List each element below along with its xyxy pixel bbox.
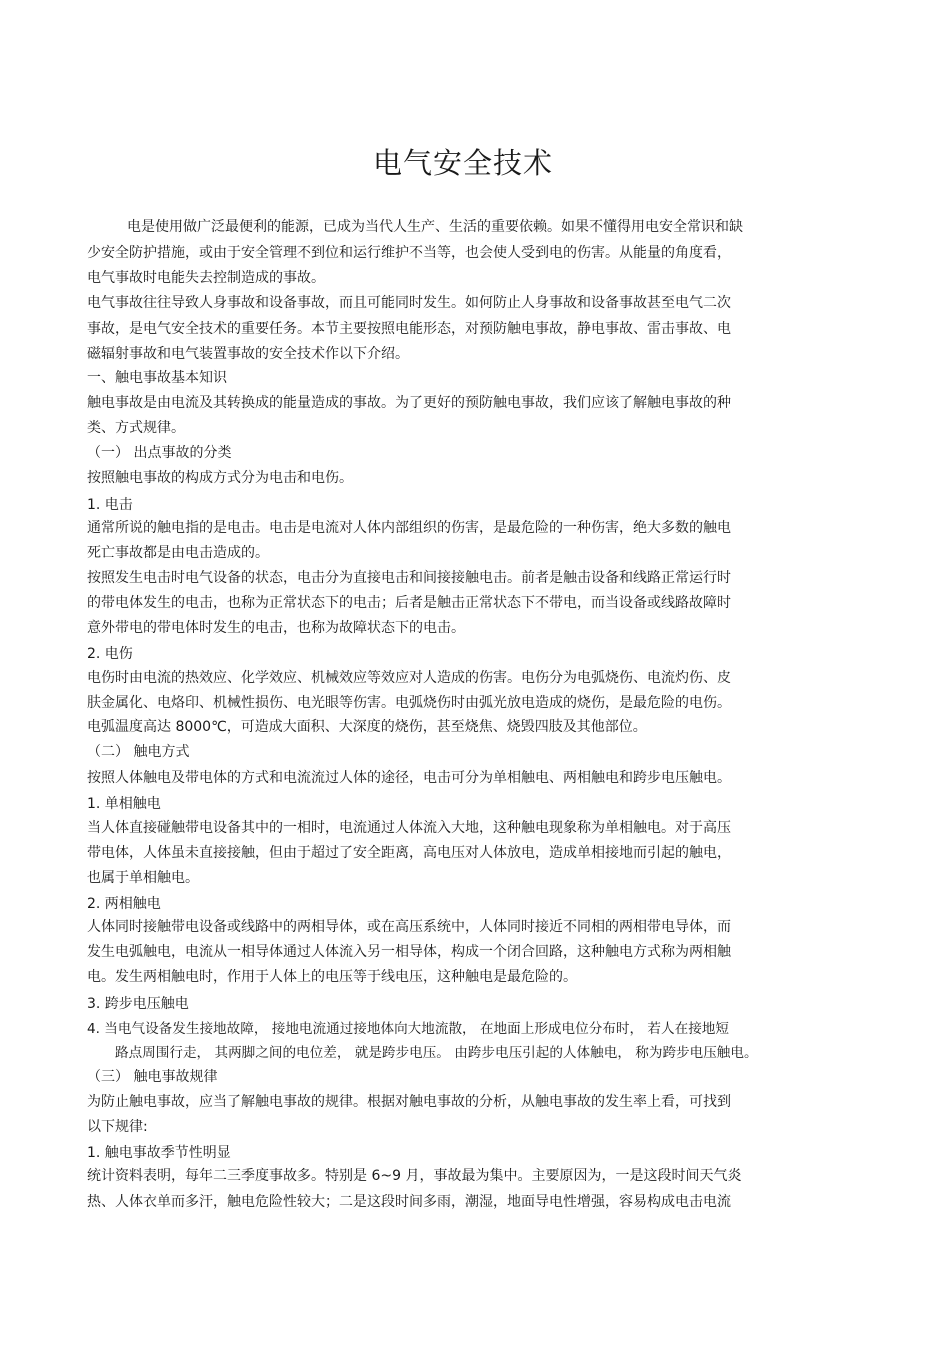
numbered-heading: 2. 电伤 [87, 646, 133, 662]
paragraph-line: 电。发生两相触电时，作用于人体上的电压等于线电压，这种触电是最危险的。 [87, 969, 577, 985]
paragraph-line: 电弧温度高达 8000℃，可造成大面积、大深度的烧伤，甚至烧焦、烧毁四肢及其他部位。 [87, 719, 647, 735]
paragraph-line: 热、人体衣单而多汗，触电危险性较大；二是这段时间多雨，潮湿，地面导电性增强，容易构成电击电流 [87, 1194, 731, 1210]
paragraph-line: 为防止触电事故，应当了解触电事故的规律。根据对触电事故的分析，从触电事故的发生率上看，可找到 [87, 1094, 731, 1110]
subsection-heading: （二） 触电方式 [87, 744, 190, 760]
paragraph-line: 电是使用做广泛最便利的能源，已成为当代人生产、生活的重要依赖。如果不懂得用电安全常识和缺 [127, 219, 743, 235]
paragraph-line: 人体同时接触带电设备或线路中的两相导体，或在高压系统中，人体同时接近不同相的两相带电导体，而 [87, 919, 731, 935]
paragraph-line: 触电事故是由电流及其转换成的能量造成的事故。为了更好的预防触电事故，我们应该了解触电事故的种 [87, 395, 731, 411]
paragraph-line: 的带电体发生的电击，也称为正常状态下的电击；后者是触击正常状态下不带电，而当设备或线路故障时 [87, 595, 731, 611]
paragraph-line: 带电体，人体虽未直接接触，但由于超过了安全距离，高电压对人体放电，造成单相接地而引起的触电， [87, 845, 731, 861]
paragraph-line: 也属于单相触电。 [87, 870, 199, 886]
numbered-heading: 3. 跨步电压触电 [87, 996, 189, 1012]
numbered-heading: 1. 触电事故季节性明显 [87, 1145, 231, 1161]
document-title: 电气安全技术 [372, 146, 553, 181]
numbered-heading: 1. 电击 [87, 497, 133, 513]
numbered-paragraph-line: 路点周围行走， 其两脚之间的电位差， 就是跨步电压。 由跨步电压引起的人体触电， 称为跨步电压触电。 [115, 1045, 758, 1061]
paragraph-line: 死亡事故都是由电击造成的。 [87, 545, 269, 561]
paragraph-line: 以下规律: [87, 1119, 148, 1135]
subsection-heading: （三） 触电事故规律 [87, 1069, 218, 1085]
paragraph-line: 电气事故时电能失去控制造成的事故。 [87, 270, 325, 286]
paragraph-line: 电伤时由电流的热效应、化学效应、机械效应等效应对人造成的伤害。电伤分为电弧烧伤、电流灼伤、皮 [87, 670, 731, 686]
paragraph-line: 磁辐射事故和电气装置事故的安全技术作以下介绍。 [87, 346, 409, 362]
paragraph-line: 肤金属化、电烙印、机械性损伤、电光眼等伤害。电弧烧伤时由弧光放电造成的烧伤，是最危险的电伤。 [87, 695, 731, 711]
paragraph-line: 发生电弧触电，电流从一相导体通过人体流入另一相导体，构成一个闭合回路，这种触电方式称为两相触 [87, 944, 731, 960]
paragraph-line: 电气事故往往导致人身事故和设备事故，而且可能同时发生。如何防止人身事故和设备事故甚至电气二次 [87, 295, 731, 311]
numbered-heading: 1. 单相触电 [87, 796, 161, 812]
paragraph-line: 统计资料表明，每年二三季度事故多。特别是 6~9 月，事故最为集中。主要原因为，一是这段时间天气炎 [87, 1168, 742, 1184]
paragraph-line: 按照发生电击时电气设备的状态，电击分为直接电击和间接接触电击。前者是触击设备和线路正常运行时 [87, 570, 731, 586]
paragraph-line: 按照人体触电及带电体的方式和电流流过人体的途径，电击可分为单相触电、两相触电和跨步电压触电。 [87, 770, 731, 786]
paragraph-line: 少安全防护措施，或由于安全管理不到位和运行维护不当等，也会使人受到电的伤害。从能量的角度看， [87, 245, 731, 261]
section-heading: 一、触电事故基本知识 [87, 370, 227, 386]
paragraph-line: 按照触电事故的构成方式分为电击和电伤。 [87, 470, 353, 486]
paragraph-line: 意外带电的带电体时发生的电击，也称为故障状态下的电击。 [87, 620, 465, 636]
numbered-heading: 2. 两相触电 [87, 896, 161, 912]
paragraph-line: 类、方式规律。 [87, 420, 185, 436]
subsection-heading: （一） 出点事故的分类 [87, 445, 232, 461]
paragraph-line: 通常所说的触电指的是电击。电击是电流对人体内部组织的伤害，是最危险的一种伤害，绝大多数的触电 [87, 520, 731, 536]
paragraph-line: 事故，是电气安全技术的重要任务。本节主要按照电能形态，对预防触电事故，静电事故、雷击事故、电 [87, 321, 731, 337]
paragraph-line: 当人体直接碰触带电设备其中的一相时，电流通过人体流入大地，这种触电现象称为单相触电。对于高压 [87, 820, 731, 836]
numbered-paragraph-line: 4. 当电气设备发生接地故障， 接地电流通过接地体向大地流散， 在地面上形成电位分布时， 若人在接地短 [87, 1021, 729, 1037]
